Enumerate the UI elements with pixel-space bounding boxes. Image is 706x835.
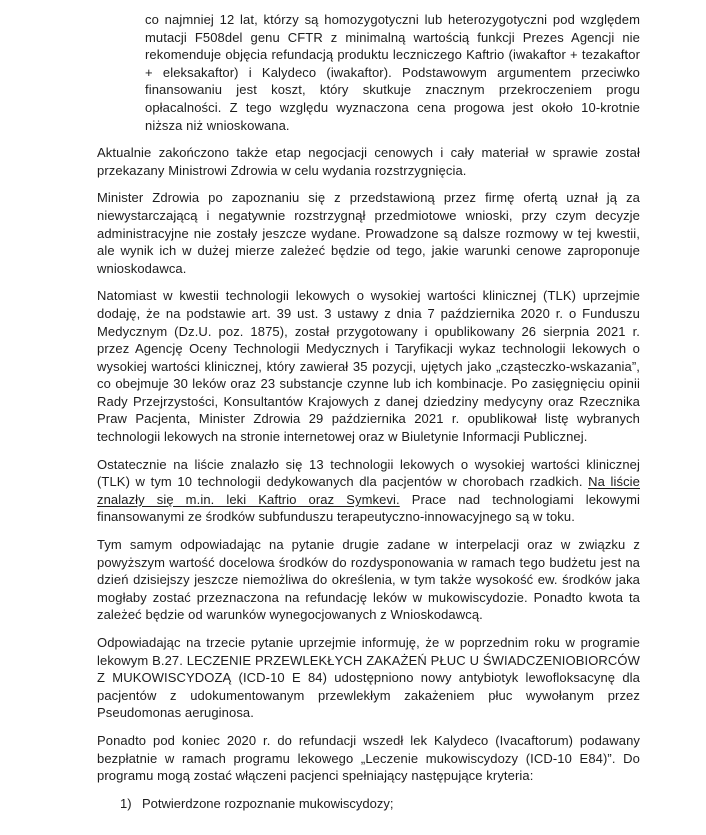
final-list-text-after: Prace nad technologiami lekowymi finansowanymi ze środków subfunduszu terapeutyczno-innowacyjnego są w toku. [97, 491, 640, 525]
final-list-text-before: Ostatecznie na liście znalazło się 13 technologii lekowych o wysokiej wartości klinicznej (TLK) w tym 10 technologii dedykowanych dla pacjentów w chorobach rzadkich. [97, 456, 640, 490]
list-item-text: Potwierdzone rozpoznanie mukowiscydozy; [142, 795, 394, 811]
paragraph-recommendation-continuation: co najmniej 12 lat, którzy są homozygotyczni lub heterozygotyczni pod względem mutacji F508del genu CFTR z minimalną wartością funkcji Prezes Agencji nie rekomenduje objęcia refundacją produktu leczniczego Kaftrio (iwakaftor + tezakaftor + eleksakaftor) i Kalydeco (iwakaftor). Podstawowym argumentem przeciwko finansowaniu jest koszt, który skutkuje znacznym przekroczeniem progu opłacalności. Z tego względu wyznaczona cena progowa jest około 10-krotnie niższa niż wnioskowana. [145, 12, 640, 133]
paragraph-minister-decision: Minister Zdrowia po zapoznaniu się z przedstawioną przez firmę ofertą uznał ją za niewystarczającą i negatywnie rozstrzygnął przedmiotowe wnioski, przy czym decyzje administracyjne nie zostały jeszcze wydane. Prowadzone są dalsze rozmowy w tej kwestii, ale wynik ich w dużej mierze zależeć będzie od tego, jakie warunki cenowe zaproponuje wnioskodawca. [97, 190, 640, 276]
underlined-kaftrio-symkevi-note: Na liście znalazły się m.in. leki Kaftrio oraz Symkevi. [97, 474, 640, 507]
paragraph-kalydeco-program: Ponadto pod koniec 2020 r. do refundacji wszedł lek Kalydeco (Ivacaftorum) podawany bezpłatnie w ramach programu lekowego „Leczenie mukowiscydozy (ICD-10 E84)”. Do programu mogą zostać włączeni pacjenci spełniający następujące kryteria: [97, 732, 640, 784]
document-body [97, 11, 640, 812]
paragraph-negotiations-status: Aktualnie zakończono także etap negocjacji cenowych i cały materiał w sprawie został przekazany Ministrowi Zdrowia w celu wydania rozstrzygnięcia. [97, 145, 640, 178]
paragraph-final-tlk-list [97, 456, 640, 526]
paragraph-budget-answer: Tym samym odpowiadając na pytanie drugie zadane w interpelacji oraz w związku z powyższym wartość docelowa środków do rozdysponowania w ramach tego budżetu jest na dzień dzisiejszy jeszcze niemożliwa do określenia, w tym także wysokość ew. środków jaka mogłaby zostać przeznaczona na refundację leków w mukowiscydozie. Ponadto kwota ta zależeć będzie od warunków wynegocjowanych z Wnioskodawcą. [97, 537, 640, 623]
paragraph-tlk-list-publication: Natomiast w kwestii technologii lekowych o wysokiej wartości klinicznej (TLK) uprzejmie dodaję, że na podstawie art. 39 ust. 3 ustawy z dnia 7 października 2020 r. o Funduszu Medycznym (Dz.U. poz. 1875), został przygotowany i opublikowany 26 sierpnia 2021 r. przez Agencję Oceny Technologii Medycznych i Taryfikacji wykaz technologii lekowych o wysokiej wartości klinicznej, który zawierał 35 pozycji, ujętych jako „cząsteczko-wskazania”, co obejmuje 30 leków oraz 23 substancje czynne lub ich kombinacje. Po zasięgnięciu opinii Rady Przejrzystości, Konsultantów Krajowych z danej dziedziny medycyny oraz Rzecznika Praw Pacjenta, Minister Zdrowia 29 października 2021 r. opublikował listę wybranych technologii lekowych na stronie internetowej oraz w Biuletynie Informacji Publicznej. [97, 288, 640, 445]
criteria-list-item [120, 795, 640, 813]
paragraph-third-question-answer: Odpowiadając na trzecie pytanie uprzejmie informuję, że w poprzednim roku w programie lekowym B.27. LECZENIE PRZEWLEKŁYCH ZAKAŻEŃ PŁUC U ŚWIADCZENIOBIORCÓW Z MUKOWISCYDOZĄ (ICD-10 E 84) udostępniono nowy antybiotyk lewofloksacynę dla pacjentów z udokumentowanym przewlekłym zakażeniem płuc wywołanym przez Pseudomonas aeruginosa. [97, 635, 640, 721]
list-item-marker: 1) [120, 795, 132, 811]
